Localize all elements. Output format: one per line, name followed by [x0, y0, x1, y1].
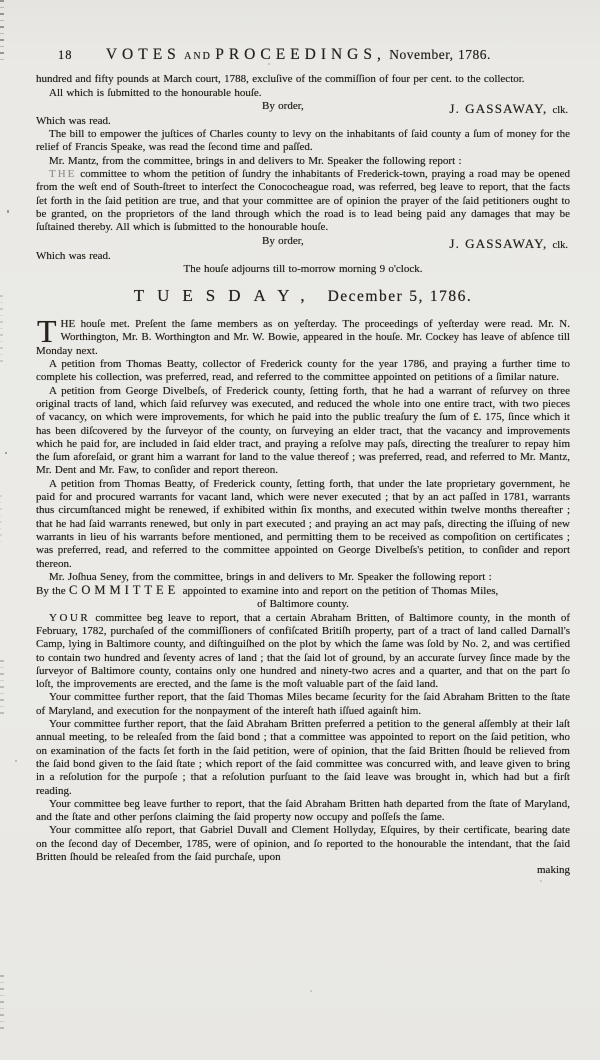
your-report-text: committee beg leave to report, that a certain Abraham Britten, of Baltimore county, in the month of February, 1782, purchaſed of the commiſſioners of confiſcated Britiſh property, part of a tract of land called Darnall's Camp, lying in Baltimore county, and diſtinguiſhed on the plot by which the ſame was ſold by No. 2, and was certified to contain two hundred and ſeventy acres of land ; that the ſaid lot of ground, by an accurate ſurvey ſince made by the ſurveyor of Baltimore county, contains only one hundred and ninety-two acres and a quarter, and that on the part ſo loſt, the improvements are erected, and the ſame is the moſt valuable part of the ſaid land. — [36, 611, 570, 691]
report-body-text: committee to whom the petition of ſundry the inhabitants of Frederick-town, praying a road may be opened from the weſt end of South-ſtreet to interſect the Conococheague road, was referred, beg leave to report, that the facts ſet forth in the ſaid petition are true, and that your committee are of opinion the prayer of the ſaid petitioners ought to be granted, on the proprietors of the land through which the road is to lead being paid any damages that may be ſuſtained thereby. All which is ſubmitted to the honourable houſe. — [36, 168, 570, 234]
paragraph-frederick-road-report — [36, 168, 570, 234]
paragraph-beatty-collector: A petition from Thomas Beatty, collector of Frederick county for the year 1786, and praying a further time to complete his collection, was preferred, read, and referred to the committee appointed on petitions of a ſimilar nature. — [36, 358, 570, 384]
clerk-signature — [449, 102, 568, 117]
paragraph-house-met — [36, 313, 570, 358]
paragraph-your-committee-report — [36, 612, 570, 692]
paragraph-miles-security: Your committee further report, that the ſaid Thomas Miles became ſecurity for the ſaid Abraham Britten to the ſtate of Maryland, and execution for the nonpayment of the intereſt hath iſſued againſt him. — [36, 691, 570, 717]
catchword: making — [537, 864, 570, 877]
header-title-date: November, 1786. — [389, 47, 491, 62]
paragraph-continuation: hundred and fifty pounds at March court, 1788, excluſive of the commiſſion of four per cent. to the collector. — [36, 73, 525, 86]
scan-speck — [310, 990, 312, 992]
scan-speck — [7, 210, 9, 213]
page-content — [36, 48, 570, 878]
day-heading-day: TUESDAY, — [133, 286, 318, 306]
paragraph-submitted: All which is ſubmitted to the honourable houſe. — [49, 86, 262, 99]
your-lead-word: YOUR — [49, 611, 91, 624]
attestation-row — [36, 100, 570, 115]
clerk-title: clk. — [552, 105, 568, 117]
scan-edge-artifact — [0, 975, 4, 1030]
scan-edge-artifact — [0, 295, 3, 365]
paragraph-britten-departed: Your committee beg leave further to report, that the ſaid Abraham Britten hath departed from the ſtate of Maryland, and the ſtate and other perſons claiming the ſaid property now occupy and poſſeſs the ſame. — [36, 797, 570, 824]
clerk-signature — [449, 237, 568, 252]
page-number: 18 — [58, 48, 73, 62]
committee-report-heading — [36, 584, 570, 598]
clerk-name: J. GASSAWAY, — [449, 101, 548, 117]
committee-heading-word: COMMITTEE — [69, 583, 180, 598]
drop-cap-initial: T — [37, 313, 57, 350]
report-lead-word: THE — [49, 168, 77, 181]
scan-edge-artifact — [0, 0, 4, 60]
by-order-text: By order, — [262, 234, 304, 247]
scan-edge-artifact — [0, 660, 4, 715]
header-title-and: AND — [184, 51, 212, 62]
committee-heading-post: appointed to examine into and report on the petition of Thomas Miles, — [182, 585, 499, 598]
adjournment-line: The houſe adjourns till to-morrow morning 9 o'clock. — [183, 262, 423, 275]
which-was-read: Which was read. — [36, 114, 111, 127]
clerk-title: clk. — [552, 240, 568, 252]
by-order-text: By order, — [262, 99, 304, 112]
paragraph-beatty-warrants: A petition from Thomas Beatty, of Frederick county, ſetting forth, that under the late proprietary government, he paid for and procured warrants for vacant land, which were never executed ; that by an act paſſed in 1781, warrants thus circumſtanced might be renewed, if exhibited within ſix months, and executed within twelve months thereafter ; that he had ſaid warrants renewed, but only in part executed ; and praying an act may paſs, directing the iſſuing of new warrants in lieu of his warrants before mentioned, and permitting them to be received as compoſition on certificates ; was preferred, read, and referred to the committee appointed on George Divelbeſs's petition, to conſider and report thereon. — [36, 477, 570, 570]
day-heading-date: December 5, 1786. — [327, 288, 473, 306]
header-title-proceedings: PROCEEDINGS, — [215, 46, 386, 63]
clerk-name: J. GASSAWAY, — [449, 236, 548, 252]
paragraph-divelbess-petition: A petition from George Divelbeſs, of Frederick county, ſetting forth, that he had a warrant of reſurvey on three original tracts of land, which ſaid reſurvey was executed, and reduced the whole into one entire tract, with two pieces of vacancy, on which were improvements, for which he paid into the public treaſury the ſum of £. 175, ſince which it has been diſcovered by the ſurveyor of the county, on ſurveying an elder tract, that the vacancy and improvements which he paid for, are included in ſaid elder tract, and praying a reſolve may paſs, directing the treaſurer to repay him the ſum aforeſaid, or grant him a warrant for land to the value thereof ; was preferred, read, and referred to Mr. Mantz, Mr. Dent and Mr. Faw, to conſider and report thereon. — [36, 384, 570, 477]
header-title-votes: VOTES — [105, 46, 181, 63]
scan-speck — [540, 880, 542, 882]
committee-heading-pre: By the — [36, 585, 66, 598]
which-was-read: Which was read. — [36, 249, 111, 262]
opening-text: HE houſe met. Preſent the ſame members as on yeſterday. The proceedings of yeſterday were read. Mr. N. Worthington, Mr. B. Worthington and Mr. W. Bowie, appeared in the houſe. Mr. Cockey has leave of abſence till Monday next. — [36, 318, 570, 357]
paragraph-bill-speake: The bill to empower the juſtices of Charles county to levy on the inhabitants of ſaid county a ſum of money for the relief of Francis Speake, was read the ſecond time and paſſed. — [36, 128, 570, 154]
committee-heading-line2: of Baltimore county. — [257, 598, 349, 611]
scan-edge-artifact — [0, 495, 2, 545]
running-header — [36, 48, 570, 63]
day-heading — [36, 285, 570, 309]
paragraph-seney-report: Mr. Joſhua Seney, from the committee, brings in and delivers to Mr. Speaker the following report : — [49, 570, 492, 583]
scan-speck — [5, 452, 7, 454]
paragraph-britten-bond: Your committee further report, that the ſaid Abraham Britten preferred a petition to the general aſſembly at their laſt annual meeting, to be releaſed from the ſaid bond ; that a committee was appointed to report on the ſaid petition, who on examination of the facts ſet forth in the ſaid petition, were of opinion, that the ſaid Britten ſhould be relieved from the ſaid bond given to the ſaid ſtate ; which report of the ſaid committee was concurred with, and leave given to bring in a reſolution for the purpoſe ; that a reſolution purſuant to the ſaid leave was brought in, which had but a firſt reading. — [36, 718, 570, 797]
attestation-row — [36, 235, 570, 250]
scan-speck — [15, 760, 17, 762]
paragraph-mantz-report: Mr. Mantz, from the committee, brings in and delivers to Mr. Speaker the following report : — [49, 154, 462, 167]
paragraph-duvall-hollyday: Your committee alſo report, that Gabriel Duvall and Clement Hollyday, Eſquires, by their certificate, bearing date on the ſecond day of December, 1785, were of opinion, and ſo reported to the honourable the intendant, that the ſaid Britten ſhould be releaſed from the ſaid purchaſe, upon — [36, 824, 570, 864]
